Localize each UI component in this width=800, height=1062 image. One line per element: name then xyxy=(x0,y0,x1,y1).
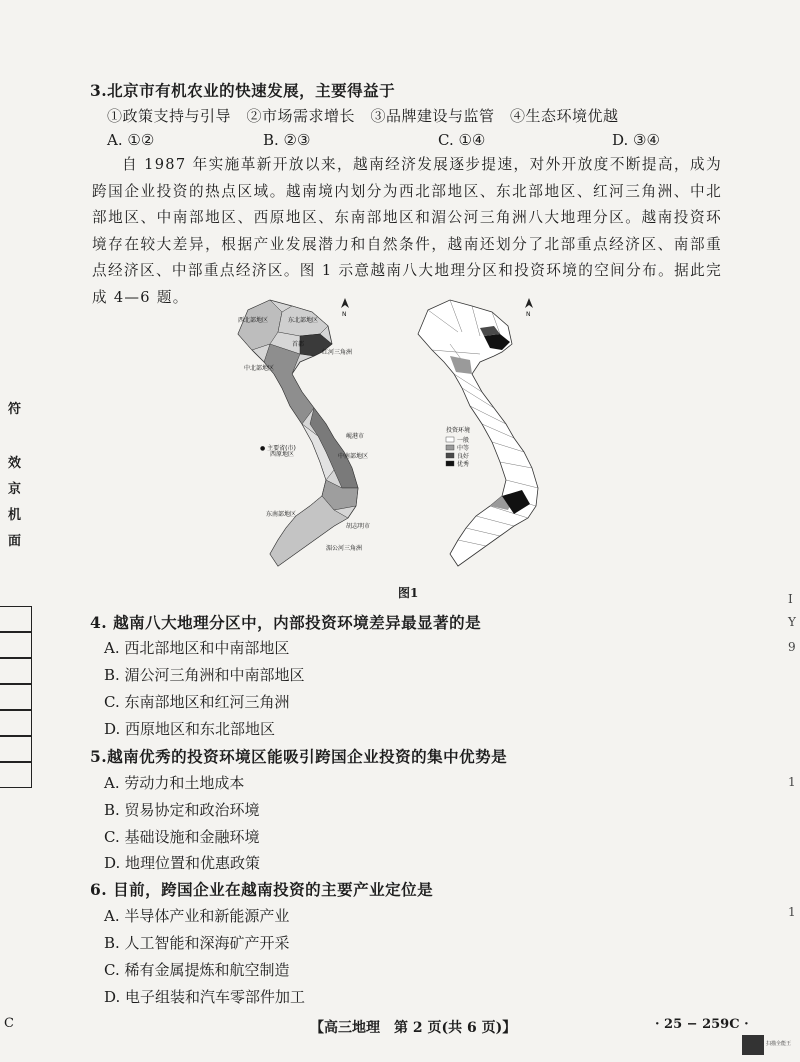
right-edge-mark: I xyxy=(788,592,793,606)
qr-code-icon xyxy=(742,1035,764,1055)
q4-option-a[interactable]: A. 西北部地区和中南部地区 xyxy=(104,639,290,657)
q6-option-b[interactable]: B. 人工智能和深海矿产开采 xyxy=(104,934,290,952)
margin-box xyxy=(0,684,32,710)
q3-option-a[interactable]: A. ①② xyxy=(107,131,155,149)
q5-option-c[interactable]: C. 基础设施和金融环境 xyxy=(104,828,260,846)
vietnam-outline-right xyxy=(418,300,538,566)
right-edge-mark: 1 xyxy=(788,905,796,919)
legend-swatch-medium xyxy=(446,445,454,450)
q5-option-a[interactable]: A. 劳动力和土地成本 xyxy=(104,774,245,792)
q3-option-c[interactable]: C. ①④ xyxy=(438,131,486,149)
margin-box xyxy=(0,606,32,632)
scanner-watermark: 扫描全能王 xyxy=(766,1041,792,1047)
q3-option-d[interactable]: D. ③④ xyxy=(612,131,660,149)
region-map xyxy=(230,292,400,582)
legend-swatch-good xyxy=(446,453,454,458)
margin-char-2: 效 xyxy=(8,456,22,471)
q4-option-c[interactable]: C. 东南部地区和红河三角洲 xyxy=(104,693,290,711)
margin-char-1: 符 xyxy=(8,402,22,417)
label-north-central: 中北部地区 xyxy=(244,365,275,372)
q4-option-b[interactable]: B. 湄公河三角洲和中南部地区 xyxy=(104,666,305,684)
label-seacity: 岘港市 xyxy=(346,433,365,440)
north-label-right: N xyxy=(526,311,531,318)
label-northeast: 东北部地区 xyxy=(288,317,319,324)
q6-option-a[interactable]: A. 半导体产业和新能源产业 xyxy=(104,907,290,925)
margin-box xyxy=(0,710,32,736)
q4-option-d[interactable]: D. 西原地区和东北部地区 xyxy=(104,720,276,738)
margin-box xyxy=(0,762,32,788)
q5-option-b[interactable]: B. 贸易协定和政治环境 xyxy=(104,801,260,819)
passage-text: 自 1987 年实施革新开放以来，越南经济发展逐步提速，对外开放度不断提高，成为跨国企业投资的热点区域。越南境内划分为西北部地区、东北部地区、红河三角洲、中北部地区、中南部地区、西原地区、东南部地区和湄公河三角洲八大地理分区。越南投资环境存在较大差异，根据产业发展潜力和自然条件，越南还划分了北部重点经济区、南部重点经济区、中部重点经济区。图 1 示意越南八大地理分区和投资环境的空间分布。据此完成 4—6 题。 xyxy=(92,156,722,306)
page-footer: 【高三地理 第 2 页(共 6 页)】 xyxy=(310,1020,517,1036)
q5-stem: 5.越南优秀的投资环境区能吸引跨国企业投资的集中优势是 xyxy=(90,747,508,766)
legend-item-general: 一般 xyxy=(457,437,470,444)
map-legend-left: ● 主要省(市) xyxy=(260,445,296,452)
label-mekong: 湄公河三角洲 xyxy=(326,545,363,552)
margin-char-3: 京 xyxy=(8,482,22,497)
north-label-left: N xyxy=(342,311,347,318)
margin-box xyxy=(0,658,32,684)
footer-left-mark: C xyxy=(4,1016,14,1031)
q5-option-d[interactable]: D. 地理位置和优惠政策 xyxy=(104,854,261,872)
q6-option-d[interactable]: D. 电子组装和汽车零部件加工 xyxy=(104,988,306,1006)
margin-char-4: 机 xyxy=(8,508,22,523)
label-central-highlands: 西原地区 xyxy=(270,451,295,458)
figure-caption: 图1 xyxy=(398,586,419,600)
label-south-central: 中南部地区 xyxy=(338,453,369,460)
legend-item-excellent: 优秀 xyxy=(457,461,470,468)
legend-item-good: 良好 xyxy=(457,453,470,460)
legend-item-medium: 中等 xyxy=(457,445,470,452)
label-hcmc: 胡志明市 xyxy=(346,523,371,530)
legend-swatch-general xyxy=(446,437,454,442)
right-edge-mark: 1 xyxy=(788,775,796,789)
label-capital: 首都 xyxy=(292,341,305,348)
q3-statements: ①政策支持与引导 ②市场需求增长 ③品牌建设与监管 ④生态环境优越 xyxy=(107,107,619,125)
right-edge-mark: 9 xyxy=(788,640,796,654)
right-edge-mark: Y xyxy=(788,615,796,629)
label-red-river: 红河三角洲 xyxy=(322,349,353,356)
q3-option-b[interactable]: B. ②③ xyxy=(263,131,311,149)
label-northwest: 西北部地区 xyxy=(238,317,269,324)
q6-option-c[interactable]: C. 稀有金属提炼和航空制造 xyxy=(104,961,290,979)
q6-stem: 6. 目前，跨国企业在越南投资的主要产业定位是 xyxy=(90,880,434,899)
exam-code: · 25 − 259C · xyxy=(655,1017,749,1032)
legend-swatch-excellent xyxy=(446,461,454,466)
label-southeast: 东南部地区 xyxy=(266,511,297,518)
legend-title: 投资环境 xyxy=(446,427,471,434)
north-arrow-right xyxy=(525,298,533,318)
investment-map xyxy=(410,292,585,582)
margin-char-5: 面 xyxy=(8,534,22,549)
north-arrow-left xyxy=(341,298,349,318)
q4-stem: 4. 越南八大地理分区中，内部投资环境差异最显著的是 xyxy=(90,613,482,632)
q3-stem: 3.北京市有机农业的快速发展，主要得益于 xyxy=(90,81,396,100)
investment-legend xyxy=(446,426,470,468)
margin-box xyxy=(0,632,32,658)
margin-box xyxy=(0,736,32,762)
